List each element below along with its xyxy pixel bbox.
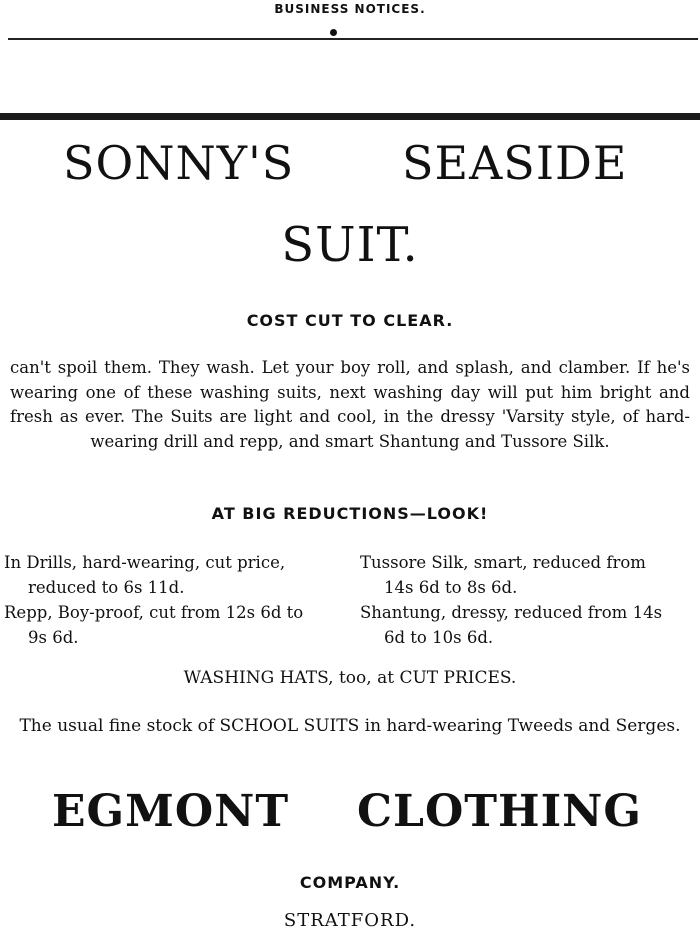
reductions-heading: AT BIG REDUCTIONS—LOOK! bbox=[211, 504, 489, 523]
heavy-rule bbox=[0, 113, 700, 120]
company-name-clothing: CLOTHING bbox=[357, 786, 642, 837]
company-name-egmont: EGMONT bbox=[52, 786, 290, 837]
town-name: STRATFORD. bbox=[283, 910, 417, 931]
headline-word-seaside: SEASIDE bbox=[402, 136, 628, 190]
price-column-right bbox=[360, 550, 698, 650]
body-paragraph: can't spoil them. They wash. Let your boy roll, and splash, and clamber. If he's wearing one of these washing suits, next washing day will put him bright and fresh as ever. The Suits are light and cool, in the dressy 'Varsity style, of hard-wearing drill and repp, and smart Shantung and Tussore Silk. bbox=[10, 358, 690, 451]
price-item-line: 14s 6d to 8s 6d. bbox=[384, 578, 518, 597]
washing-hats-line: WASHING HATS, too, at CUT PRICES. bbox=[183, 668, 517, 688]
company-label: COMPANY. bbox=[299, 873, 401, 892]
price-item-line: Tussore Silk, smart, reduced from bbox=[360, 553, 646, 572]
price-item-tussore bbox=[360, 550, 698, 600]
price-item-line: Shantung, dressy, reduced from 14s bbox=[360, 603, 663, 622]
price-item-shantung bbox=[360, 600, 698, 650]
price-item-line: 9s 6d. bbox=[28, 628, 79, 647]
price-item-repp bbox=[4, 600, 349, 650]
school-suits-paragraph: The usual fine stock of SCHOOL SUITS in hard-wearing Tweeds and Serges. bbox=[19, 716, 681, 736]
price-column-left bbox=[4, 550, 349, 650]
ornament-dot bbox=[330, 29, 337, 36]
price-item-line: 6d to 10s 6d. bbox=[384, 628, 494, 647]
subhead-cost-cut: COST CUT TO CLEAR. bbox=[246, 311, 454, 330]
price-item-drills bbox=[4, 550, 349, 600]
price-item-line: reduced to 6s 11d. bbox=[28, 578, 185, 597]
headline-word-suit: SUIT. bbox=[281, 217, 419, 273]
price-item-line: Repp, Boy-proof, cut from 12s 6d to bbox=[4, 603, 304, 622]
top-rule bbox=[8, 38, 698, 40]
running-head: BUSINESS NOTICES. bbox=[274, 2, 426, 16]
headline-word-sonnys: SONNY'S bbox=[63, 136, 295, 190]
price-item-line: In Drills, hard-wearing, cut price, bbox=[4, 553, 286, 572]
